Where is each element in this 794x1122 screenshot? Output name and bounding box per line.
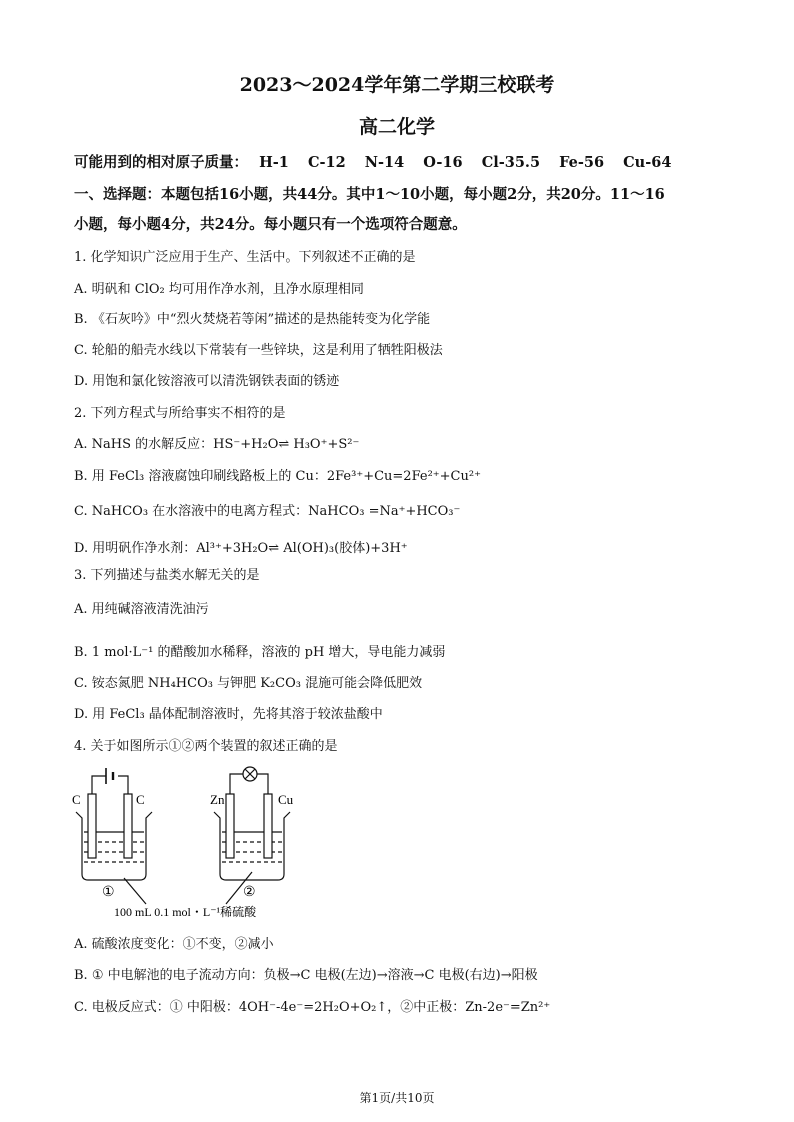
electrode-c-right: [124, 794, 132, 858]
q2-stem: 2. 下列方程式与所给事实不相符的是: [74, 406, 286, 421]
label-electrode-left-2: Zn: [210, 792, 225, 807]
q3-option-d: D. 用 FeCl₃ 晶体配制溶液时，先将其溶于较浓盐酸中: [74, 707, 383, 722]
q3-option-c: C. 铵态氮肥 NH₄HCO₃ 与钾肥 K₂CO₃ 混施可能会降低肥效: [74, 676, 423, 691]
q4-option-b: B. ① 中电解池的电子流动方向：负极→C 电极(左边)→溶液→C 电极(右边)→阳极: [74, 968, 538, 983]
q1-stem: 1. 化学知识广泛应用于生产、生活中。下列叙述不正确的是: [74, 250, 416, 265]
atomic-mass-item: Fe-56: [559, 154, 605, 171]
atomic-mass-line: [74, 151, 671, 172]
atomic-mass-item: C-12: [307, 154, 346, 171]
exam-subject: 高二化学: [358, 116, 435, 138]
atomic-mass-item: Cl-35.5: [481, 154, 541, 171]
electrochem-apparatus-figure: [66, 762, 326, 922]
q1-option-b: B. 《石灰吟》中“烈火焚烧若等闲”描述的是热能转变为化学能: [74, 312, 431, 327]
electrode-c-left: [88, 794, 96, 858]
exam-title: 2023～2024学年第二学期三校联考: [239, 74, 555, 96]
section-instructions-line1: 一、选择题：本题包括16小题，共44分。其中1～10小题，每小题2分，共20分。11～16: [74, 186, 665, 203]
q3-option-b: B. 1 mol·L⁻¹ 的醋酸加水稀释，溶液的 pH 增大，导电能力减弱: [74, 645, 446, 660]
label-electrode-right-2: Cu: [278, 792, 294, 807]
atomic-mass-item: O-16: [423, 154, 463, 171]
q2-option-a: A. NaHS 的水解反应：HS⁻+H₂O⇌ H₃O⁺+S²⁻: [74, 437, 360, 452]
q4-option-a: A. 硫酸浓度变化：①不变，②减小: [74, 937, 274, 952]
q1-option-a: A. 明矾和 ClO₂ 均可用作净水剂，且净水原理相同: [74, 282, 364, 297]
label-device-1: ①: [102, 885, 115, 900]
q2-option-d: D. 用明矾作净水剂：Al³⁺+3H₂O⇌ Al(OH)₃(胶体)+3H⁺: [74, 541, 408, 556]
q3-option-a: A. 用纯碱溶液清洗油污: [74, 602, 209, 617]
label-device-2: ②: [243, 885, 256, 900]
atomic-mass-item: Cu-64: [623, 154, 672, 171]
page-footer: 第1页/共10页: [359, 1091, 435, 1105]
beaker-2: [214, 812, 290, 880]
label-electrode-right-1: C: [136, 792, 145, 807]
atomic-mass-item: N-14: [364, 154, 405, 171]
atomic-mass-item: H-1: [259, 154, 289, 171]
q1-option-d: D. 用饱和氯化铵溶液可以清洗钢铁表面的锈迹: [74, 374, 340, 389]
atomic-mass-label: 可能用到的相对原子质量：: [74, 154, 248, 171]
electrode-zn: [226, 794, 234, 858]
q1-option-c: C. 轮船的船壳水线以下常装有一些锌块，这是利用了牺牲阳极法: [74, 343, 443, 358]
q2-option-c: C. NaHCO₃ 在水溶液中的电离方程式：NaHCO₃ =Na⁺+HCO₃⁻: [74, 504, 461, 519]
section-instructions-line2: 小题，每小题4分，共24分。每小题只有一个选项符合题意。: [74, 216, 467, 233]
q4-option-c: C. 电极反应式：① 中阳极：4OH⁻-4e⁻=2H₂O+O₂↑，②中正极：Zn-2e⁻=Zn²⁺: [74, 1000, 551, 1015]
electrode-cu: [264, 794, 272, 858]
q2-option-b: B. 用 FeCl₃ 溶液腐蚀印刷线路板上的 Cu：2Fe³⁺+Cu=2Fe²⁺+Cu²⁺: [74, 469, 481, 484]
label-electrode-left-1: C: [72, 792, 81, 807]
q3-stem: 3. 下列描述与盐类水解无关的是: [74, 568, 260, 583]
q4-stem: 4. 关于如图所示①②两个装置的叙述正确的是: [74, 739, 338, 754]
figure-caption: 100 mL 0.1 mol・L⁻¹稀硫酸: [114, 905, 257, 919]
